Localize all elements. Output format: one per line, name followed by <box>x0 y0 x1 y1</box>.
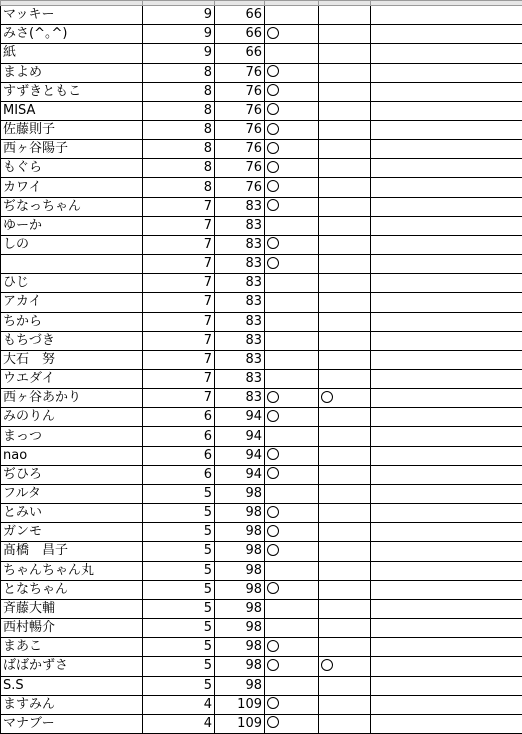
table-row <box>1 25 522 44</box>
mark-cell-h[interactable] <box>319 542 371 561</box>
name-cell[interactable]: みのりん <box>1 408 143 427</box>
mark-cell-g[interactable] <box>265 523 319 542</box>
mark-cell-h[interactable] <box>319 63 371 82</box>
mark-cell-h[interactable] <box>319 523 371 542</box>
count-cell[interactable]: 5 <box>143 504 215 523</box>
count-cell[interactable]: 5 <box>143 484 215 503</box>
empty-cell[interactable] <box>371 523 522 542</box>
mark-cell-h[interactable] <box>319 293 371 312</box>
rank-cell[interactable]: 76 <box>215 63 265 82</box>
mark-cell-g[interactable] <box>265 389 319 408</box>
circle-mark-icon <box>321 391 333 403</box>
table-row <box>1 408 522 427</box>
name-cell[interactable]: ちから <box>1 312 143 331</box>
mark-cell-h[interactable] <box>319 6 371 25</box>
rank-cell[interactable]: 76 <box>215 101 265 120</box>
table-row <box>1 523 522 542</box>
mark-cell-h[interactable] <box>319 216 371 235</box>
count-cell[interactable]: 7 <box>143 197 215 216</box>
count-cell[interactable]: 9 <box>143 6 215 25</box>
name-cell[interactable]: すずきともこ <box>1 82 143 101</box>
name-cell[interactable]: マナブー <box>1 714 143 733</box>
count-cell[interactable]: 5 <box>143 638 215 657</box>
mark-cell-h[interactable] <box>319 465 371 484</box>
count-cell[interactable]: 6 <box>143 465 215 484</box>
name-cell[interactable]: ばばかずさ <box>1 657 143 676</box>
rank-cell[interactable]: 94 <box>215 465 265 484</box>
empty-cell[interactable] <box>371 216 522 235</box>
mark-cell-g[interactable] <box>265 484 319 503</box>
table-row <box>1 82 522 101</box>
rank-cell[interactable]: 94 <box>215 408 265 427</box>
empty-cell[interactable] <box>371 427 522 446</box>
empty-cell[interactable] <box>371 657 522 676</box>
count-cell[interactable]: 5 <box>143 676 215 695</box>
mark-cell-h[interactable] <box>319 695 371 714</box>
rank-cell[interactable]: 66 <box>215 44 265 63</box>
rank-cell[interactable]: 76 <box>215 159 265 178</box>
mark-cell-h[interactable] <box>319 427 371 446</box>
empty-cell[interactable] <box>371 370 522 389</box>
count-cell[interactable]: 9 <box>143 25 215 44</box>
rank-cell[interactable]: 83 <box>215 216 265 235</box>
circle-mark-icon <box>267 84 279 96</box>
mark-cell-g[interactable] <box>265 101 319 120</box>
count-cell[interactable]: 8 <box>143 120 215 139</box>
rank-cell[interactable]: 83 <box>215 370 265 389</box>
table-row <box>1 63 522 82</box>
rank-cell[interactable]: 83 <box>215 255 265 274</box>
mark-cell-g[interactable] <box>265 216 319 235</box>
mark-cell-h[interactable] <box>319 484 371 503</box>
circle-mark-icon <box>267 448 279 460</box>
rank-cell[interactable]: 66 <box>215 6 265 25</box>
mark-cell-g[interactable] <box>265 695 319 714</box>
mark-cell-g[interactable] <box>265 25 319 44</box>
empty-cell[interactable] <box>371 293 522 312</box>
rank-cell[interactable]: 83 <box>215 350 265 369</box>
mark-cell-h[interactable] <box>319 44 371 63</box>
count-cell[interactable]: 9 <box>143 44 215 63</box>
name-cell[interactable] <box>1 255 143 274</box>
mark-cell-h[interactable] <box>319 408 371 427</box>
name-cell[interactable]: フルタ <box>1 484 143 503</box>
name-cell[interactable]: ぢひろ <box>1 465 143 484</box>
mark-cell-h[interactable] <box>319 619 371 638</box>
table-row <box>1 657 522 676</box>
table-row <box>1 638 522 657</box>
circle-mark-icon <box>267 199 279 211</box>
empty-cell[interactable] <box>371 44 522 63</box>
mark-cell-g[interactable] <box>265 120 319 139</box>
mark-cell-g[interactable] <box>265 676 319 695</box>
empty-cell[interactable] <box>371 274 522 293</box>
sheet-body <box>1 1 522 734</box>
mark-cell-g[interactable] <box>265 619 319 638</box>
mark-cell-h[interactable] <box>319 178 371 197</box>
mark-cell-h[interactable] <box>319 101 371 120</box>
column-header-h[interactable]: H <box>319 1 371 6</box>
name-cell[interactable]: 佐藤則子 <box>1 120 143 139</box>
mark-cell-g[interactable] <box>265 408 319 427</box>
count-cell[interactable]: 8 <box>143 140 215 159</box>
name-cell[interactable]: ウエダイ <box>1 370 143 389</box>
rank-cell[interactable]: 76 <box>215 120 265 139</box>
name-cell[interactable]: 紙 <box>1 44 143 63</box>
name-cell[interactable]: アカイ <box>1 293 143 312</box>
circle-mark-icon <box>267 640 279 652</box>
count-cell[interactable]: 6 <box>143 446 215 465</box>
mark-cell-g[interactable] <box>265 370 319 389</box>
name-cell[interactable]: マッキー <box>1 6 143 25</box>
mark-cell-g[interactable] <box>265 331 319 350</box>
empty-cell[interactable] <box>371 389 522 408</box>
rank-cell[interactable]: 98 <box>215 484 265 503</box>
name-cell[interactable]: とみい <box>1 504 143 523</box>
count-cell[interactable]: 7 <box>143 389 215 408</box>
count-cell[interactable]: 7 <box>143 216 215 235</box>
table-row <box>1 274 522 293</box>
table-row <box>1 293 522 312</box>
empty-cell[interactable] <box>371 695 522 714</box>
table-row <box>1 446 522 465</box>
empty-cell[interactable] <box>371 178 522 197</box>
empty-cell[interactable] <box>371 120 522 139</box>
empty-cell[interactable] <box>371 350 522 369</box>
circle-mark-icon <box>267 65 279 77</box>
count-cell[interactable]: 7 <box>143 312 215 331</box>
count-cell[interactable]: 5 <box>143 599 215 618</box>
name-cell[interactable]: 大石 努 <box>1 350 143 369</box>
empty-cell[interactable] <box>371 465 522 484</box>
name-cell[interactable]: 西ヶ谷陽子 <box>1 140 143 159</box>
mark-cell-h[interactable] <box>319 197 371 216</box>
mark-cell-h[interactable] <box>319 561 371 580</box>
table-row <box>1 465 522 484</box>
table-row <box>1 6 522 25</box>
name-cell[interactable]: ぢなっちゃん <box>1 197 143 216</box>
count-cell[interactable]: 8 <box>143 178 215 197</box>
empty-cell[interactable] <box>371 312 522 331</box>
rank-cell[interactable]: 83 <box>215 274 265 293</box>
circle-mark-icon <box>267 659 279 671</box>
mark-cell-g[interactable] <box>265 178 319 197</box>
empty-cell[interactable] <box>371 235 522 254</box>
circle-mark-icon <box>267 237 279 249</box>
mark-cell-h[interactable] <box>319 159 371 178</box>
mark-cell-g[interactable] <box>265 159 319 178</box>
name-cell[interactable]: 西村暢介 <box>1 619 143 638</box>
table-row <box>1 714 522 733</box>
mark-cell-g[interactable] <box>265 82 319 101</box>
rank-cell[interactable]: 109 <box>215 714 265 733</box>
name-cell[interactable]: もちづき <box>1 331 143 350</box>
empty-cell[interactable] <box>371 676 522 695</box>
circle-mark-icon <box>267 123 279 135</box>
table-row <box>1 235 522 254</box>
rank-cell[interactable]: 98 <box>215 561 265 580</box>
count-cell[interactable]: 4 <box>143 695 215 714</box>
name-cell[interactable]: 西ヶ谷あかり <box>1 389 143 408</box>
column-header-i[interactable]: I <box>371 1 522 6</box>
circle-mark-icon <box>267 142 279 154</box>
count-cell[interactable]: 5 <box>143 542 215 561</box>
mark-cell-g[interactable] <box>265 657 319 676</box>
mark-cell-h[interactable] <box>319 140 371 159</box>
table-row <box>1 120 522 139</box>
circle-mark-icon <box>267 161 279 173</box>
rank-cell[interactable]: 109 <box>215 695 265 714</box>
empty-cell[interactable] <box>371 542 522 561</box>
name-cell[interactable]: まよめ <box>1 63 143 82</box>
mark-cell-h[interactable] <box>319 312 371 331</box>
name-cell[interactable]: nao <box>1 446 143 465</box>
empty-cell[interactable] <box>371 638 522 657</box>
name-cell[interactable]: S.S <box>1 676 143 695</box>
circle-mark-icon <box>267 506 279 518</box>
empty-cell[interactable] <box>371 255 522 274</box>
mark-cell-h[interactable] <box>319 504 371 523</box>
rank-cell[interactable]: 76 <box>215 140 265 159</box>
mark-cell-h[interactable] <box>319 389 371 408</box>
rank-cell[interactable]: 94 <box>215 427 265 446</box>
count-cell[interactable]: 5 <box>143 619 215 638</box>
empty-cell[interactable] <box>371 408 522 427</box>
rank-cell[interactable]: 98 <box>215 580 265 599</box>
mark-cell-h[interactable] <box>319 274 371 293</box>
empty-cell[interactable] <box>371 484 522 503</box>
rank-cell[interactable]: 83 <box>215 293 265 312</box>
rank-cell[interactable]: 76 <box>215 178 265 197</box>
rank-cell[interactable]: 83 <box>215 389 265 408</box>
table-row <box>1 619 522 638</box>
mark-cell-h[interactable] <box>319 599 371 618</box>
name-cell[interactable]: ゆーか <box>1 216 143 235</box>
rank-cell[interactable]: 83 <box>215 331 265 350</box>
rank-cell[interactable]: 98 <box>215 638 265 657</box>
name-cell[interactable]: となちゃん <box>1 580 143 599</box>
circle-mark-icon <box>267 27 279 39</box>
table-row <box>1 255 522 274</box>
mark-cell-g[interactable] <box>265 599 319 618</box>
rank-cell[interactable]: 98 <box>215 542 265 561</box>
table-row <box>1 370 522 389</box>
rank-cell[interactable]: 76 <box>215 82 265 101</box>
mark-cell-g[interactable] <box>265 427 319 446</box>
name-cell[interactable]: ちゃんちゃん丸 <box>1 561 143 580</box>
rank-cell[interactable]: 83 <box>215 197 265 216</box>
empty-cell[interactable] <box>371 714 522 733</box>
mark-cell-g[interactable] <box>265 542 319 561</box>
empty-cell[interactable] <box>371 25 522 44</box>
empty-cell[interactable] <box>371 140 522 159</box>
count-cell[interactable]: 7 <box>143 293 215 312</box>
rank-cell[interactable]: 98 <box>215 657 265 676</box>
mark-cell-g[interactable] <box>265 638 319 657</box>
mark-cell-g[interactable] <box>265 561 319 580</box>
mark-cell-h[interactable] <box>319 714 371 733</box>
name-cell[interactable]: しの <box>1 235 143 254</box>
table-row <box>1 44 522 63</box>
empty-cell[interactable] <box>371 446 522 465</box>
name-cell[interactable]: ますみん <box>1 695 143 714</box>
mark-cell-g[interactable] <box>265 714 319 733</box>
count-cell[interactable]: 6 <box>143 427 215 446</box>
mark-cell-g[interactable] <box>265 580 319 599</box>
count-cell[interactable]: 4 <box>143 714 215 733</box>
empty-cell[interactable] <box>371 580 522 599</box>
count-cell[interactable]: 8 <box>143 63 215 82</box>
circle-mark-icon <box>267 525 279 537</box>
rank-cell[interactable]: 94 <box>215 446 265 465</box>
circle-mark-icon <box>267 180 279 192</box>
column-header-f[interactable]: F <box>215 1 265 6</box>
name-cell[interactable]: もぐら <box>1 159 143 178</box>
mark-cell-h[interactable] <box>319 120 371 139</box>
table-row <box>1 140 522 159</box>
empty-cell[interactable] <box>371 101 522 120</box>
empty-cell[interactable] <box>371 197 522 216</box>
circle-mark-icon <box>267 257 279 269</box>
mark-cell-g[interactable] <box>265 6 319 25</box>
mark-cell-g[interactable] <box>265 446 319 465</box>
empty-cell[interactable] <box>371 63 522 82</box>
count-cell[interactable]: 7 <box>143 274 215 293</box>
mark-cell-h[interactable] <box>319 638 371 657</box>
table-row <box>1 676 522 695</box>
count-cell[interactable]: 8 <box>143 159 215 178</box>
mark-cell-h[interactable] <box>319 255 371 274</box>
table-row <box>1 580 522 599</box>
column-header-g[interactable]: G <box>265 1 319 6</box>
count-cell[interactable]: 5 <box>143 561 215 580</box>
column-header-e[interactable]: E <box>143 1 215 6</box>
count-cell[interactable]: 8 <box>143 82 215 101</box>
rank-cell[interactable]: 83 <box>215 312 265 331</box>
name-cell[interactable]: ガンモ <box>1 523 143 542</box>
mark-cell-h[interactable] <box>319 331 371 350</box>
mark-cell-h[interactable] <box>319 580 371 599</box>
table-row <box>1 159 522 178</box>
empty-cell[interactable] <box>371 82 522 101</box>
mark-cell-g[interactable] <box>265 274 319 293</box>
count-cell[interactable]: 8 <box>143 101 215 120</box>
mark-cell-g[interactable] <box>265 350 319 369</box>
empty-cell[interactable] <box>371 331 522 350</box>
mark-cell-g[interactable] <box>265 465 319 484</box>
rank-cell[interactable]: 98 <box>215 523 265 542</box>
circle-mark-icon <box>267 697 279 709</box>
table-row <box>1 312 522 331</box>
mark-cell-h[interactable] <box>319 657 371 676</box>
table-row <box>1 695 522 714</box>
table-row <box>1 216 522 235</box>
circle-mark-icon <box>321 659 333 671</box>
mark-cell-h[interactable] <box>319 350 371 369</box>
rank-cell[interactable]: 98 <box>215 599 265 618</box>
empty-cell[interactable] <box>371 599 522 618</box>
mark-cell-g[interactable] <box>265 44 319 63</box>
table-row <box>1 178 522 197</box>
circle-mark-icon <box>267 103 279 115</box>
mark-cell-g[interactable] <box>265 504 319 523</box>
table-row <box>1 484 522 503</box>
table-row <box>1 504 522 523</box>
rank-cell[interactable]: 98 <box>215 619 265 638</box>
count-cell[interactable]: 7 <box>143 350 215 369</box>
table-row <box>1 331 522 350</box>
count-cell[interactable]: 5 <box>143 523 215 542</box>
rank-cell[interactable]: 83 <box>215 235 265 254</box>
mark-cell-h[interactable] <box>319 370 371 389</box>
count-cell[interactable]: 7 <box>143 255 215 274</box>
count-cell[interactable]: 7 <box>143 370 215 389</box>
mark-cell-h[interactable] <box>319 25 371 44</box>
circle-mark-icon <box>267 391 279 403</box>
empty-cell[interactable] <box>371 504 522 523</box>
table-row <box>1 389 522 408</box>
name-cell[interactable]: 髙橋 昌子 <box>1 542 143 561</box>
table-row <box>1 197 522 216</box>
mark-cell-h[interactable] <box>319 676 371 695</box>
rank-cell[interactable]: 98 <box>215 676 265 695</box>
mark-cell-h[interactable] <box>319 446 371 465</box>
mark-cell-h[interactable] <box>319 235 371 254</box>
mark-cell-g[interactable] <box>265 235 319 254</box>
empty-cell[interactable] <box>371 561 522 580</box>
table-row <box>1 542 522 561</box>
count-cell[interactable]: 7 <box>143 235 215 254</box>
name-cell[interactable]: ひじ <box>1 274 143 293</box>
table-row <box>1 427 522 446</box>
mark-cell-g[interactable] <box>265 255 319 274</box>
mark-cell-g[interactable] <box>265 293 319 312</box>
table-row <box>1 561 522 580</box>
circle-mark-icon <box>267 544 279 556</box>
name-cell[interactable]: 斉藤大輔 <box>1 599 143 618</box>
table-row <box>1 101 522 120</box>
column-header-b[interactable]: B <box>1 1 143 6</box>
count-cell[interactable]: 6 <box>143 408 215 427</box>
mark-cell-g[interactable] <box>265 63 319 82</box>
mark-cell-h[interactable] <box>319 82 371 101</box>
table-row <box>1 350 522 369</box>
name-cell[interactable]: まっつ <box>1 427 143 446</box>
circle-mark-icon <box>267 716 279 728</box>
name-cell[interactable]: カワイ <box>1 178 143 197</box>
mark-cell-g[interactable] <box>265 312 319 331</box>
name-cell[interactable]: みさ(^｡^) <box>1 25 143 44</box>
empty-cell[interactable] <box>371 159 522 178</box>
mark-cell-g[interactable] <box>265 197 319 216</box>
mark-cell-g[interactable] <box>265 140 319 159</box>
circle-mark-icon <box>267 582 279 594</box>
empty-cell[interactable] <box>371 6 522 25</box>
table-row <box>1 599 522 618</box>
empty-cell[interactable] <box>371 619 522 638</box>
name-cell[interactable]: MISA <box>1 101 143 120</box>
rank-cell[interactable]: 66 <box>215 25 265 44</box>
count-cell[interactable]: 5 <box>143 657 215 676</box>
rank-cell[interactable]: 98 <box>215 504 265 523</box>
circle-mark-icon <box>267 410 279 422</box>
count-cell[interactable]: 7 <box>143 331 215 350</box>
circle-mark-icon <box>267 467 279 479</box>
name-cell[interactable]: まあこ <box>1 638 143 657</box>
count-cell[interactable]: 5 <box>143 580 215 599</box>
